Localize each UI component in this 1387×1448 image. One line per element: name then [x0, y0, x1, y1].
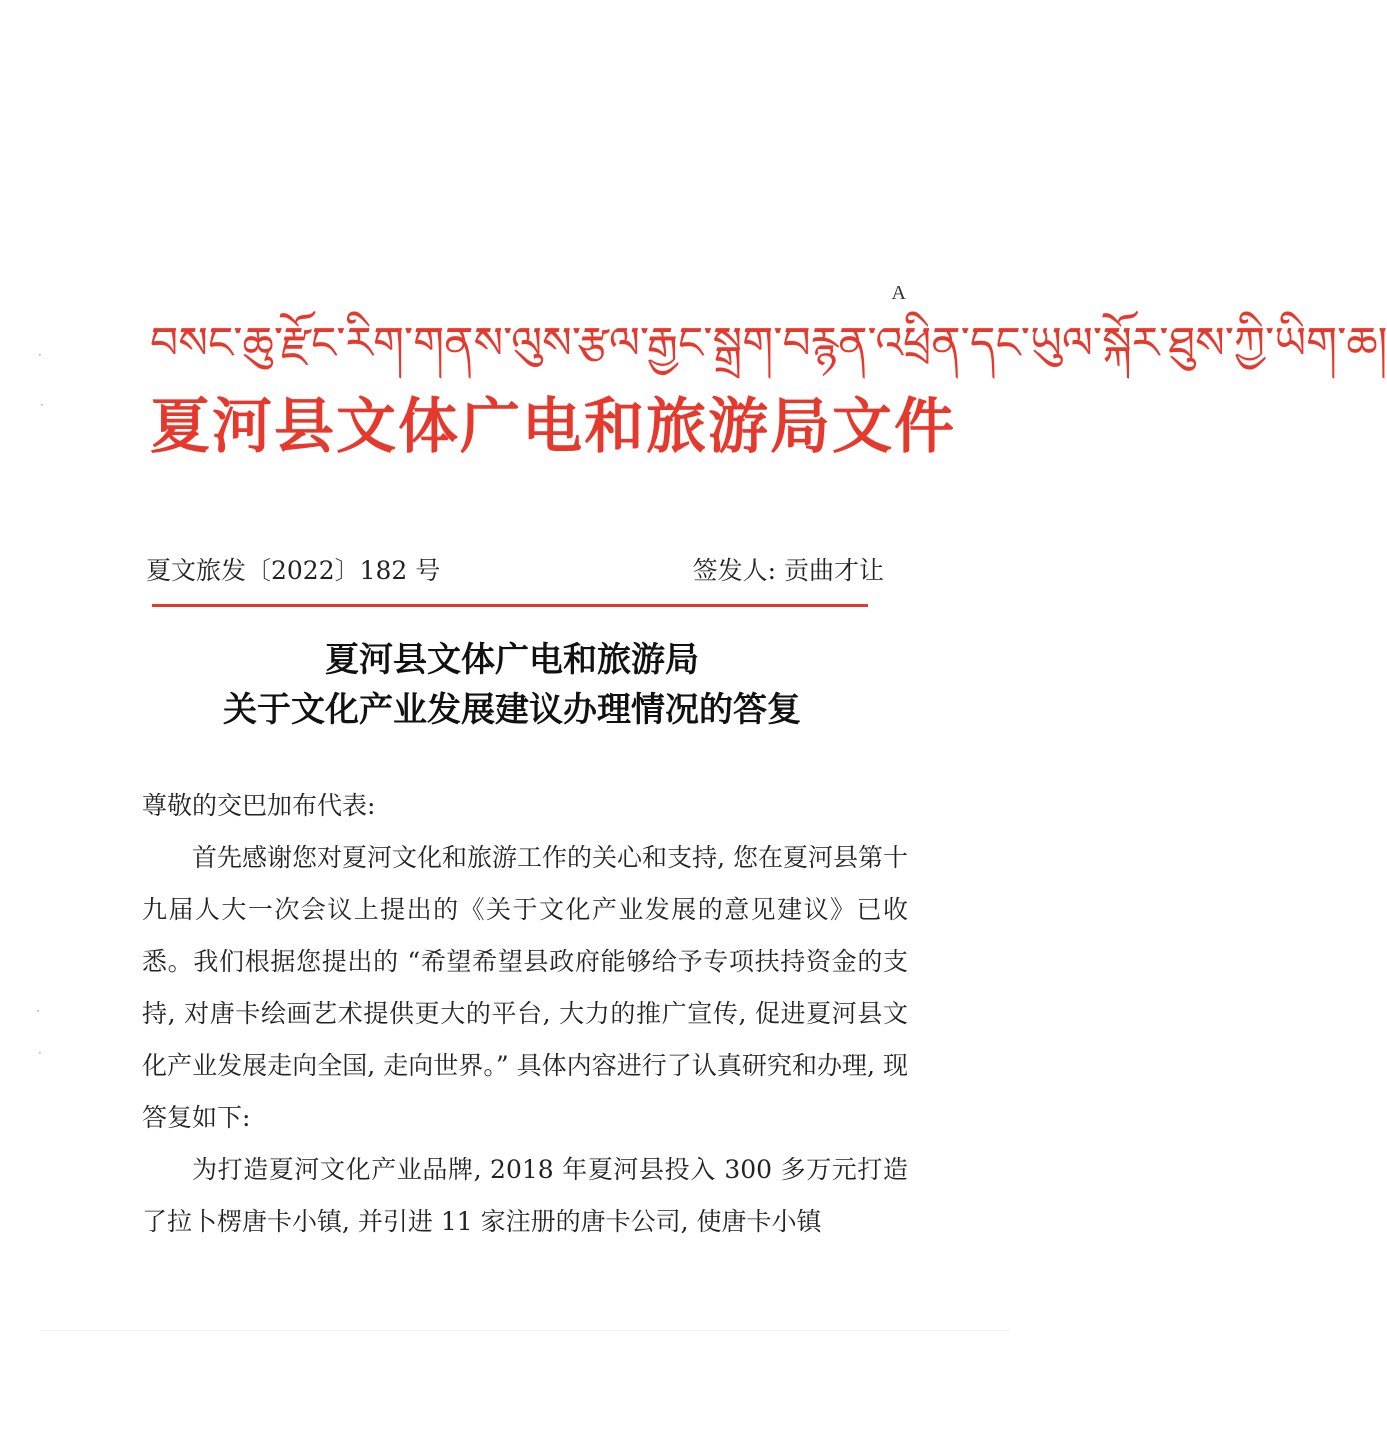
letterhead-tibetan: བསང་ཆུ་རྫོང་རིག་གནས་ལུས་རྩལ་རྒྱང་སྒྲག་བརྙན་འཕྲིན་དང་ཡུལ་སྐོར་ཐུས་ཀྱི་ཡིག་ཆ། [150, 318, 1387, 369]
page-bottom-edge [40, 1330, 1010, 1331]
document-number: 夏文旅发〔2022〕182 号 [146, 556, 441, 585]
title-line-1: 夏河县文体广电和旅游局 [325, 640, 699, 680]
page-mark: A [891, 282, 906, 304]
salutation: 尊敬的交巴加布代表: [142, 791, 376, 820]
signer: 签发人: 贡曲才让 [692, 556, 884, 585]
document-header [146, 553, 884, 589]
document-body [142, 780, 908, 1248]
scan-mark: · [40, 398, 44, 412]
scan-mark: · [38, 1046, 42, 1060]
scan-mark: · [36, 1004, 40, 1018]
paragraph-2: 为打造夏河文化产业品牌, 2018 年夏河县投入 300 多万元打造了拉卜楞唐卡小镇, 并引进 11 家注册的唐卡公司, 使唐卡小镇 [142, 1155, 908, 1236]
title-line-2: 关于文化产业发展建议办理情况的答复 [223, 690, 801, 730]
letterhead-title: 夏河县文体广电和旅游局文件 [150, 392, 956, 462]
red-divider [152, 604, 868, 607]
scan-mark: · [38, 348, 42, 362]
paragraph-1: 首先感谢您对夏河文化和旅游工作的关心和支持, 您在夏河县第十九届人大一次会议上提出的《关于文化产业发展的意见建议》已收悉。我们根据您提出的 “希望希望县政府能够给予专项扶持资金的支持, 对唐卡绘画艺术提供更大的平台, 大力的推广宣传, 促进夏河县文化产业发展走向全国, 走向世界。” 具体内容进行了认真研究和办理, 现答复如下: [142, 843, 908, 1132]
document-title [0, 635, 1024, 735]
